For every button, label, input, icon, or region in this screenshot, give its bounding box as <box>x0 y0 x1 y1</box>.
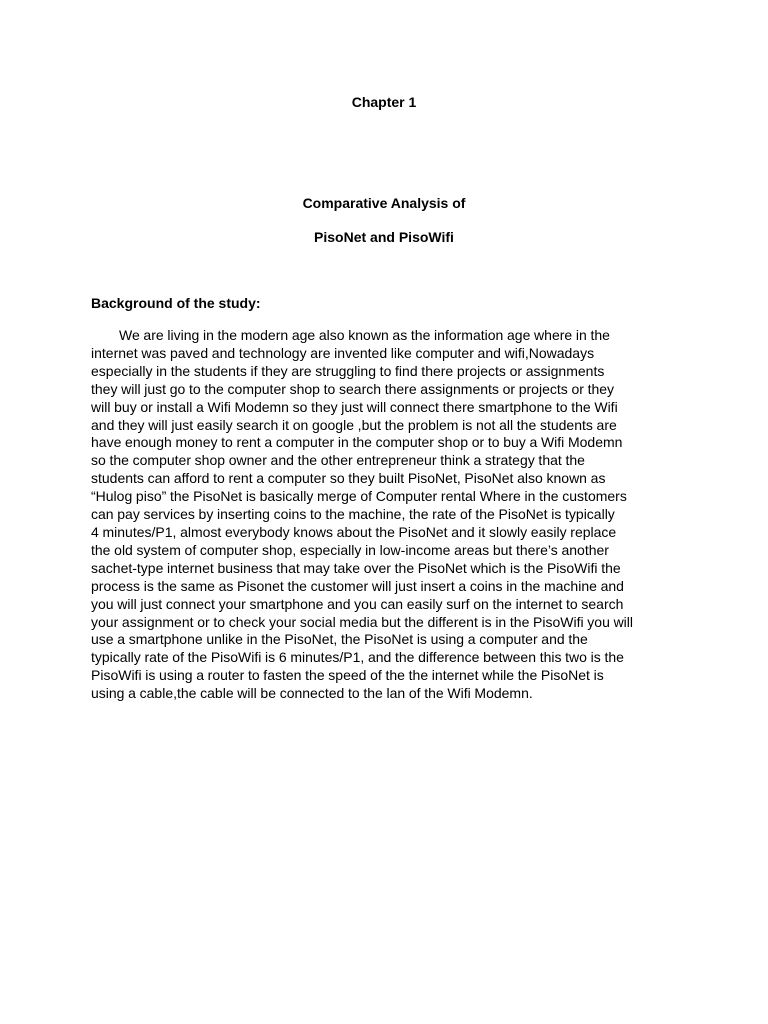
paragraph-line: typically rate of the PisoWifi is 6 minutes/P1, and the difference between this two is the <box>91 649 624 666</box>
paragraph-line: your assignment or to check your social media but the different is in the PisoWifi you will <box>91 613 634 630</box>
paragraph-line: the old system of computer shop, especially in low-income areas but there’s another <box>91 541 609 558</box>
paragraph-line: have enough money to rent a computer in the computer shop or to buy a Wifi Modemn <box>91 434 623 451</box>
paragraph-line: 4 minutes/P1, almost everybody knows about the PisoNet and it slowly easily replace <box>91 523 617 540</box>
paragraph-line: they will just go to the computer shop to search there assignments or projects or they <box>91 380 615 397</box>
paragraph-line: you will just connect your smartphone and you can easily surf on the internet to search <box>91 595 624 612</box>
paragraph-line: sachet-type internet business that may take over the PisoNet which is the PisoWifi the <box>91 559 621 576</box>
paragraph-line: will buy or install a Wifi Modemn so they just will connect there smartphone to the Wifi <box>91 398 618 415</box>
paragraph-line: especially in the students if they are struggling to find there projects or assignments <box>91 362 605 379</box>
document-title-line-2: PisoNet and PisoWifi <box>314 229 454 245</box>
paragraph-line: students can afford to rent a computer so they built PisoNet, PisoNet also known as <box>91 470 606 487</box>
chapter-heading: Chapter 1 <box>351 94 417 110</box>
paragraph-line: using a cable,the cable will be connected to the lan of the Wifi Modemn. <box>91 685 533 702</box>
paragraph-line: and they will just easily search it on google ,but the problem is not all the students are <box>91 416 617 433</box>
paragraph-line: “Hulog piso” the PisoNet is basically merge of Computer rental Where in the customers <box>91 488 627 505</box>
body-paragraph <box>91 327 691 703</box>
paragraph-line: can pay services by inserting coins to the machine, the rate of the PisoNet is typically <box>91 506 615 523</box>
paragraph-line: We are living in the modern age also known as the information age where in the <box>119 327 610 343</box>
paragraph-line: internet was paved and technology are invented like computer and wifi,Nowadays <box>91 344 595 361</box>
document-title-line-1: Comparative Analysis of <box>302 195 466 211</box>
paragraph-line: process is the same as Pisonet the customer will just insert a coins in the machine and <box>91 577 624 594</box>
paragraph-line: use a smartphone unlike in the PisoNet, the PisoNet is using a computer and the <box>91 631 588 648</box>
paragraph-line: so the computer shop owner and the other entrepreneur think a strategy that the <box>91 452 585 469</box>
section-heading: Background of the study: <box>91 295 261 311</box>
paragraph-line: PisoWifi is using a router to fasten the speed of the the internet while the PisoNet is <box>91 667 604 684</box>
